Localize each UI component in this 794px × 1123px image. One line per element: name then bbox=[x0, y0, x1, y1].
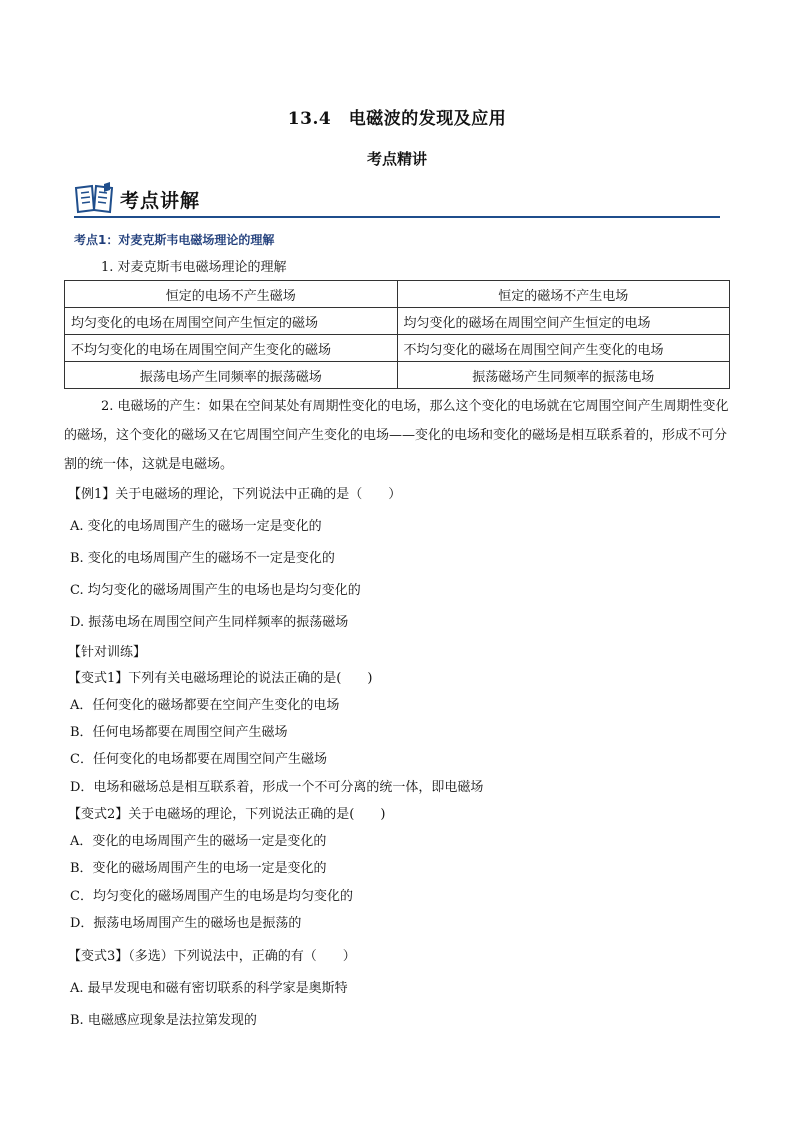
training-heading: 【针对训练】 bbox=[68, 645, 147, 660]
variant-1-option-b: B．任何电场都要在周围空间产生磁场 bbox=[70, 725, 288, 740]
variant-2-option-c: C．均匀变化的磁场周围产生的电场是均匀变化的 bbox=[70, 889, 353, 904]
kaodian-heading: 考点1：对麦克斯韦电磁场理论的理解 bbox=[74, 233, 275, 247]
variant-1-option-a: A．任何变化的磁场都要在空间产生变化的电场 bbox=[70, 698, 340, 713]
variant-2-option-b: B．变化的磁场周围产生的电场一定是变化的 bbox=[70, 861, 327, 876]
table-cell: 恒定的磁场不产生电场 bbox=[397, 281, 730, 308]
variant-3-option-b: B. 电磁感应现象是法拉第发现的 bbox=[70, 1013, 257, 1028]
example-1-question: 【例1】关于电磁场的理论，下列说法中正确的是（ ） bbox=[68, 487, 402, 502]
table-row bbox=[65, 281, 730, 308]
table-cell: 不均匀变化的磁场在周围空间产生变化的电场 bbox=[397, 335, 730, 362]
comparison-table bbox=[64, 280, 730, 389]
example-1-option-a: A. 变化的电场周围产生的磁场一定是变化的 bbox=[70, 519, 322, 534]
variant-3-option-a: A. 最早发现电和磁有密切联系的科学家是奥斯特 bbox=[70, 981, 348, 996]
table-cell: 振荡磁场产生同频率的振荡电场 bbox=[397, 362, 730, 389]
banner-divider bbox=[74, 216, 720, 218]
variant-1-question: 【变式1】下列有关电磁场理论的说法正确的是( ) bbox=[68, 671, 373, 686]
variant-2-question: 【变式2】关于电磁场的理论，下列说法正确的是( ) bbox=[68, 807, 386, 822]
table-cell: 均匀变化的磁场在周围空间产生恒定的电场 bbox=[397, 308, 730, 335]
table-cell: 恒定的电场不产生磁场 bbox=[65, 281, 398, 308]
variant-3-question: 【变式3】（多选）下列说法中，正确的有（ ） bbox=[68, 949, 356, 964]
example-1-option-b: B. 变化的电场周围产生的磁场不一定是变化的 bbox=[70, 551, 335, 566]
table-cell: 振荡电场产生同频率的振荡磁场 bbox=[65, 362, 398, 389]
table-row bbox=[65, 335, 730, 362]
example-1-option-c: C. 均匀变化的磁场周围产生的电场也是均匀变化的 bbox=[70, 583, 361, 598]
table-cell: 均匀变化的电场在周围空间产生恒定的磁场 bbox=[65, 308, 398, 335]
example-1-option-d: D. 振荡电场在周围空间产生同样频率的振荡磁场 bbox=[70, 615, 349, 630]
table-cell: 不均匀变化的电场在周围空间产生变化的磁场 bbox=[65, 335, 398, 362]
point-2-paragraph: 2. 电磁场的产生：如果在空间某处有周期性变化的电场，那么这个变化的电场就在它周围空间产生周期性变化的磁场，这个变化的磁场又在它周围空间产生变化的电场——变化的电场和变化的磁场是相互联系着的，形成不可分割的统一体，这就是电磁场。 bbox=[64, 399, 729, 472]
page-title: 13.4 电磁波的发现及应用 bbox=[287, 109, 507, 129]
page-subtitle: 考点精讲 bbox=[366, 150, 427, 168]
variant-2-option-a: A．变化的电场周围产生的磁场一定是变化的 bbox=[70, 834, 327, 849]
open-book-icon bbox=[74, 182, 114, 214]
variant-1-option-d: D．电场和磁场总是相互联系着，形成一个不可分离的统一体，即电磁场 bbox=[70, 780, 484, 795]
table-row bbox=[65, 308, 730, 335]
banner-title: 考点讲解 bbox=[120, 190, 201, 212]
variant-1-option-c: C．任何变化的电场都要在周围空间产生磁场 bbox=[70, 752, 327, 767]
point-1-heading: 1. 对麦克斯韦电磁场理论的理解 bbox=[101, 260, 287, 275]
table-row bbox=[65, 362, 730, 389]
variant-2-option-d: D．振荡电场周围产生的磁场也是振荡的 bbox=[70, 916, 302, 931]
